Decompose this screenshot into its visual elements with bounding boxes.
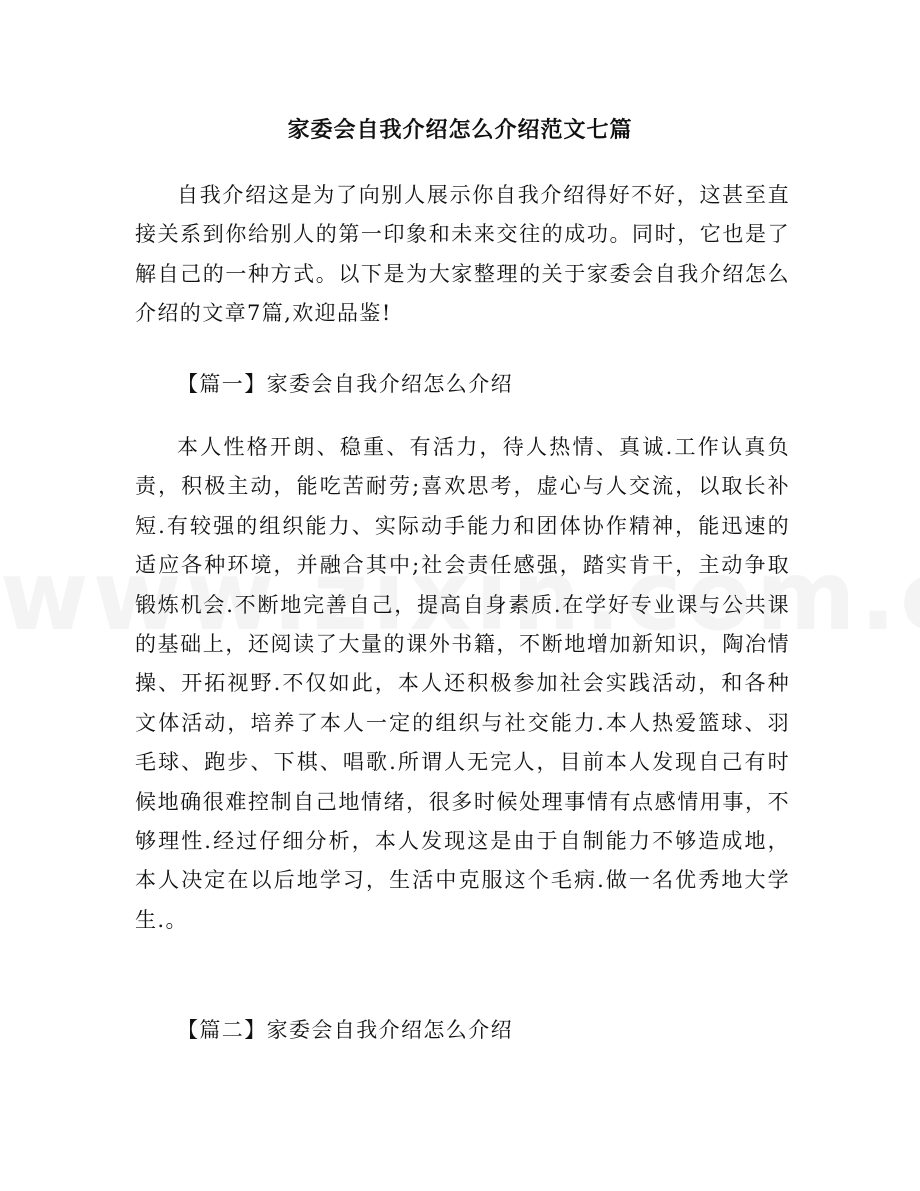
section-heading-1: 【篇一】家委会自我介绍怎么介绍 bbox=[177, 372, 513, 396]
document-title: 家委会自我介绍怎么介绍范文七篇 bbox=[287, 118, 633, 143]
section-body-1: 本人性格开朗、稳重、有活力，待人热情、真诚.工作认真负责，积极主动，能吃苦耐劳;喜欢思考，虚心与人交流，以取长补短.有较强的组织能力、实际动手能力和团体协作精神，能迅速的适应各种环境，并融合其中;社会责任感强，踏实肯干，主动争取锻炼机会.不断地完善自己，提高自身素质.在学好专业课与公共课的基础上，还阅读了大量的课外书籍，不断地增加新知识，陶冶情操、开拓视野.不仅如此，本人还积极参加社会实践活动，和各种文体活动，培养了本人一定的组织与社交能力.本人热爱篮球、羽毛球、跑步、下棋、唱歌.所谓人无完人，目前本人发现自己有时候地确很难控制自己地情绪，很多时候处理事情有点感情用事，不够理性.经过仔细分析，本人发现这是由于自制能力不够造成地，本人决定在以后地学习，生活中克服这个毛病.做一名优秀地大学生.。 bbox=[135, 435, 790, 932]
section-heading-2: 【篇二】家委会自我介绍怎么介绍 bbox=[177, 1018, 513, 1042]
intro-paragraph: 自我介绍这是为了向别人展示你自我介绍得好不好，这甚至直接关系到你给别人的第一印象和未来交往的成功。同时，它也是了解自己的一种方式。以下是为大家整理的关于家委会自我介绍怎么介绍的文章7篇,欢迎品鉴! bbox=[135, 183, 790, 326]
